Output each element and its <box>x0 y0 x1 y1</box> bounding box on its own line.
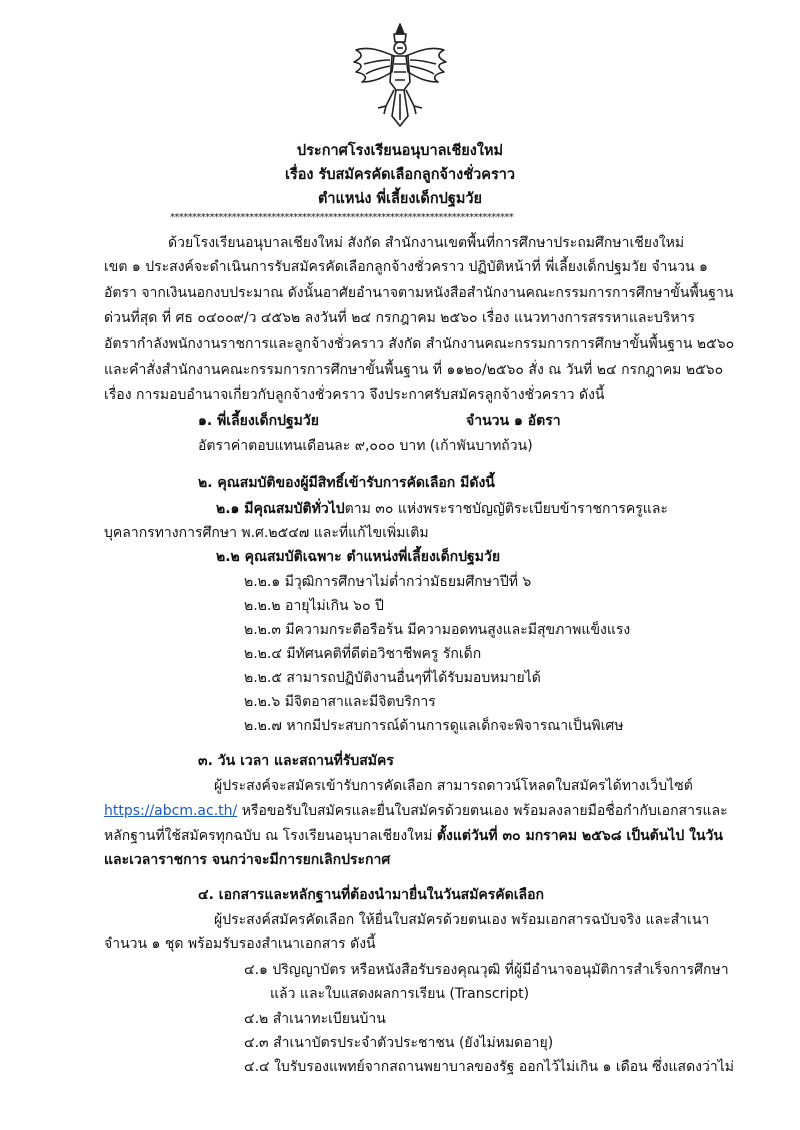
section1-title: ๑. พี่เลี้ยงเด็กปฐมวัย <box>198 413 319 429</box>
section3-line <box>104 827 723 845</box>
qualification-item: ๒.๒.๖ มีจิตอาสาและมีจิตบริการ <box>244 694 436 710</box>
qualification-item: ๒.๒.๕ สามารถปฏิบัติงานอื่นๆที่ได้รับมอบหมายได้ <box>244 670 541 686</box>
intro-line: อัตรา จากเงินนอกงบประมาณ ดังนั้นอาศัยอำนาจตามหนังสือสำนักงานคณะกรรมการการศึกษาขั้นพื้นฐาน <box>104 285 734 301</box>
intro-line: และคำสั่งสำนักงานคณะกรรมการการศึกษาขั้นพื้นฐาน ที่ ๑๑๒๐/๒๕๖๐ สั่ง ณ วันที่ ๒๔ กรกฎาคม ๒๕๖๐ <box>104 362 724 378</box>
document-item-cont: แล้ว และใบแสดงผลการเรียน (Transcript) <box>270 986 530 1002</box>
section2-sub1-cont: บุคลากรทางการศึกษา พ.ศ.๒๕๔๗ และที่แก้ไขเพิ่มเติม <box>104 525 429 541</box>
section1-pay: อัตราค่าตอบแทนเดือนละ ๙,๐๐๐ บาท (เก้าพันบาทถ้วน) <box>198 438 533 454</box>
announcement-heading: ประกาศโรงเรียนอนุบาลเชียงใหม่ <box>296 143 504 159</box>
intro-line: ด่วนที่สุด ที่ ศธ ๐๔๐๐๙/ว ๔๕๖๒ ลงวันที่ ๒๔ กรกฎาคม ๒๕๖๐ เรื่อง แนวทางการสรรหาและบริหาร <box>104 310 696 326</box>
section3-line: ผู้ประสงค์จะสมัครเข้ารับการคัดเลือก สามารถดาวน์โหลดใบสมัครได้ทางเว็บไซต์ <box>214 778 693 794</box>
website-link[interactable]: https://abcm.ac.th/ <box>104 803 238 819</box>
qualification-item: ๒.๒.๗ หากมีประสบการณ์ด้านการดูแลเด็กจะพิจารณาเป็นพิเศษ <box>244 718 624 734</box>
qualification-item: ๒.๒.๓ มีความกระตือรือร้น มีความอดทนสูงและมีสุขภาพแข็งแรง <box>244 622 631 638</box>
section2-sub1 <box>216 500 668 518</box>
separator-line: ****************************************************************************** <box>170 212 514 223</box>
section4-line: ผู้ประสงค์สมัครคัดเลือก ให้ยื่นใบสมัครด้วยตนเอง พร้อมเอกสารฉบับจริง และสำเนา <box>214 912 710 928</box>
intro-line: เขต ๑ ประสงค์จะดำเนินการรับสมัครคัดเลือกลูกจ้างชั่วคราว ปฏิบัติหน้าที่ พี่เลี้ยงเด็กปฐมวัย จำนวน ๑ <box>104 259 708 275</box>
announcement-position: ตำแหน่ง พี่เลี้ยงเด็กปฐมวัย <box>317 191 483 207</box>
application-start-date: ตั้งแต่วันที่ ๓๐ มกราคม ๒๕๖๘ เป็นต้นไป ในวัน <box>436 828 723 844</box>
garuda-emblem-icon <box>350 20 450 130</box>
section3-line-text: หลักฐานที่ใช้สมัครทุกฉบับ ณ โรงเรียนอนุบาลเชียงใหม่ <box>104 828 437 844</box>
section2-sub2: ๒.๒ คุณสมบัติเฉพาะ ตำแหน่งพี่เลี้ยงเด็กปฐมวัย <box>216 549 501 565</box>
document-item: ๔.๓ สำเนาบัตรประจำตัวประชาชน (ยังไม่หมดอายุ) <box>244 1035 554 1051</box>
intro-line: เรื่อง การมอบอำนาจเกี่ยวกับลูกจ้างชั่วคราว จึงประกาศรับสมัครลูกจ้างชั่วคราว ดังนี้ <box>104 387 605 403</box>
qualification-item: ๒.๒.๑ มีวุฒิการศึกษาไม่ต่ำกว่ามัธยมศึกษาปีที่ ๖ <box>244 574 532 590</box>
section3-title: ๓. วัน เวลา และสถานที่รับสมัคร <box>198 753 394 769</box>
section3-line-text: หรือขอรับใบสมัครและยื่นใบสมัครด้วยตนเอง พร้อมลงลายมือชื่อกำกับเอกสารและ <box>237 803 728 819</box>
qualification-item: ๒.๒.๔ มีทัศนคติที่ดีต่อวิชาชีพครู รักเด็ก <box>244 646 482 662</box>
section2-sub1-text: ตาม ๓๐ แห่งพระราชบัญญัติระเบียบข้าราชการครูและ <box>344 501 668 517</box>
intro-line: อัตรากำลังพนักงานราชการและลูกจ้างชั่วคราว สังกัด สำนักงานคณะกรรมการการศึกษาขั้นพื้นฐาน ๒๕๖๐ <box>104 336 735 352</box>
section3-line: และเวลาราชการ จนกว่าจะมีการยกเลิกประกาศ <box>104 852 391 868</box>
document-item: ๔.๑ ปริญญาบัตร หรือหนังสือรับรองคุณวุฒิ ที่ผู้มีอำนาจอนุมัติการสำเร็จการศึกษา <box>244 962 729 978</box>
section4-title: ๔. เอกสารและหลักฐานที่ต้องนำมายื่นในวันสมัครคัดเลือก <box>198 887 545 903</box>
section4-line: จำนวน ๑ ชุด พร้อมรับรองสำเนาเอกสาร ดังนี้ <box>104 936 376 952</box>
announcement-subject: เรื่อง รับสมัครคัดเลือกลูกจ้างชั่วคราว <box>284 167 516 183</box>
section2-title: ๒. คุณสมบัติของผู้มีสิทธิ์เข้ารับการคัดเลือก มีดังนี้ <box>198 475 495 491</box>
section3-line <box>104 802 728 820</box>
section1-count: จำนวน ๑ อัตรา <box>466 413 561 429</box>
section2-sub1-label: ๒.๑ มีคุณสมบัติทั่วไป <box>216 501 345 517</box>
document-item: ๔.๔ ใบรับรองแพทย์จากสถานพยาบาลของรัฐ ออกไว้ไม่เกิน ๑ เดือน ซึ่งแสดงว่าไม่ <box>244 1059 735 1075</box>
document-item: ๔.๒ สำเนาทะเบียนบ้าน <box>244 1011 386 1027</box>
intro-line: ด้วยโรงเรียนอนุบาลเชียงใหม่ สังกัด สำนักงานเขตพื้นที่การศึกษาประถมศึกษาเชียงใหม่ <box>168 235 685 251</box>
qualification-item: ๒.๒.๒ อายุไม่เกิน ๖๐ ปี <box>244 598 384 614</box>
